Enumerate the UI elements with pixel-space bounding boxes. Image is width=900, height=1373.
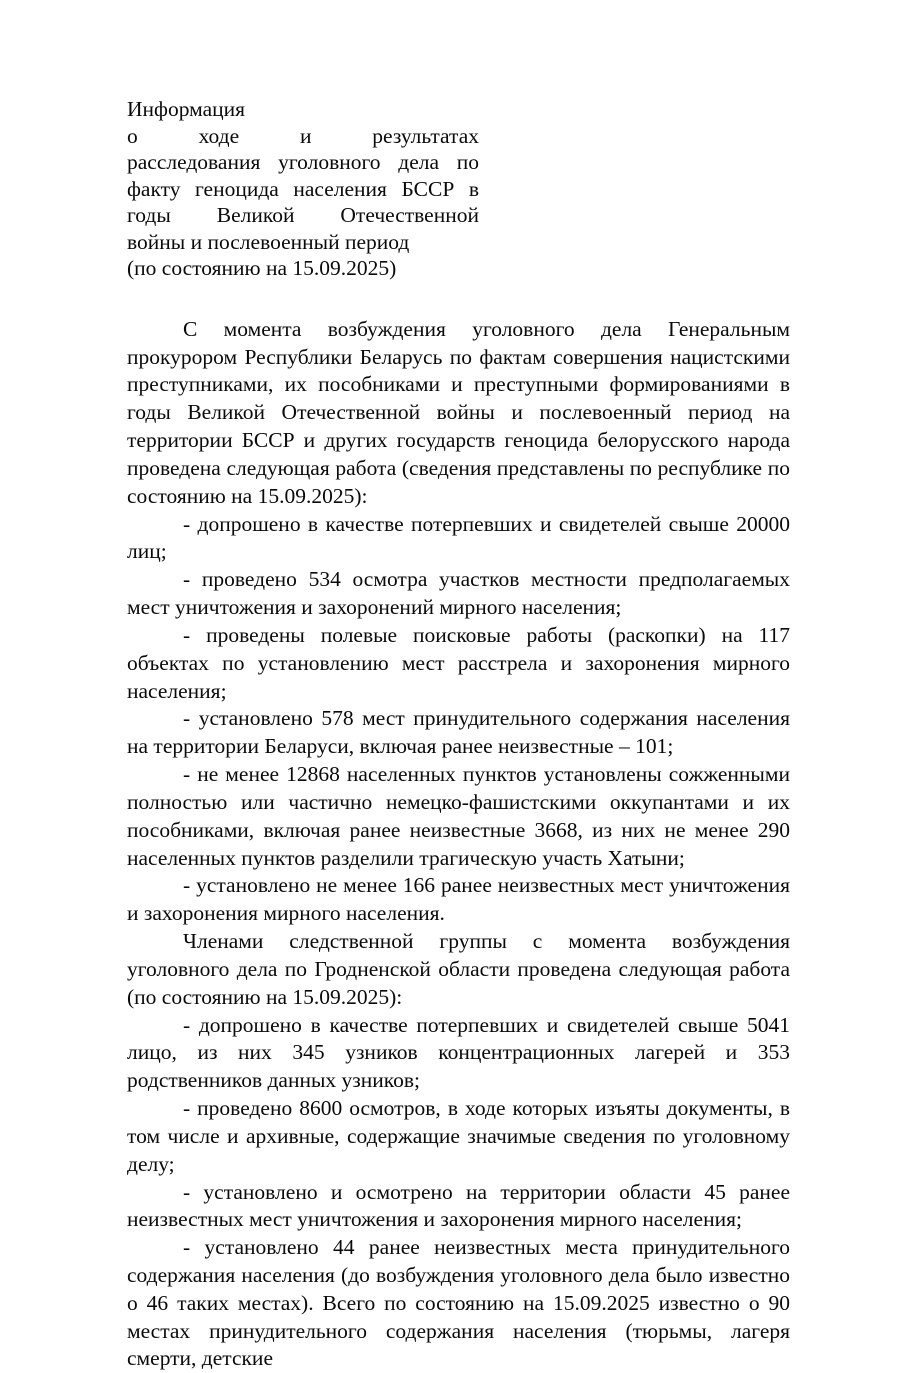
region-intro-paragraph: Членами следственной группы с момента возбуждения уголовного дела по Гродненской области проведена следующая работа (по состоянию на 15.09.2025): [127, 929, 790, 1009]
region-item-3: - установлено и осмотрено на территории области 45 ранее неизвестных мест уничтожения и захоронения мирного населения; [127, 1179, 790, 1232]
title-line-3: расследования уголовного дела по [127, 150, 479, 175]
republic-item-2: - проведено 534 осмотра участков местности предполагаемых мест уничтожения и захоронений мирного населения; [127, 567, 790, 620]
title-line-6: войны и послевоенный период [127, 229, 410, 254]
document-title-block [127, 96, 479, 282]
title-line-5: годы Великой Отечественной [127, 203, 479, 228]
document-body [127, 96, 790, 1373]
title-line-1: Информация [127, 97, 246, 121]
republic-item-3: - проведены полевые поисковые работы (раскопки) на 117 объектах по установлению мест расстрела и захоронения мирного населения; [127, 622, 790, 703]
republic-item-4: - установлено 578 мест принудительного содержания населения на территории Беларуси, включая ранее неизвестные – 101; [127, 706, 790, 759]
title-line-7: (по состоянию на 15.09.2025) [127, 256, 397, 281]
title-line-4: факту геноцида населения БССР в [127, 176, 479, 201]
region-item-4: - установлено 44 ранее неизвестных места принудительного содержания населения (до возбуждения уголовного дела было известно о 46 таких местах). Всего по состоянию на 15.09.2025 известно о 90 местах принудительного содержания населения (тюрьмы, лагеря смерти, детские [127, 1235, 790, 1371]
republic-item-1: - допрошено в качестве потерпевших и свидетелей свыше 20000 лиц; [127, 511, 790, 564]
intro-paragraph: С момента возбуждения уголовного дела Генеральным прокурором Республики Беларусь по фактам совершения нацистскими преступниками, их пособниками и преступными формированиями в годы Великой Отечественной войны и послевоенный период на территории БССР и других государств геноцида белорусского народа проведена следующая работа (сведения представлены по республике по состоянию на 15.09.2025): [127, 316, 790, 508]
republic-item-6: - установлено не менее 166 ранее неизвестных мест уничтожения и захоронения мирного населения. [127, 873, 790, 926]
region-item-2: - проведено 8600 осмотров, в ходе которых изъяты документы, в том числе и архивные, содержащие значимые сведения по уголовному делу; [127, 1096, 790, 1176]
republic-item-5: - не менее 12868 населенных пунктов установлены сожженными полностью или частично немецко-фашистскими оккупантами и их пособниками, включая ранее неизвестные 3668, из них не менее 290 населенных пунктов разделили трагическую участь Хатыни; [127, 762, 790, 870]
region-item-1: - допрошено в качестве потерпевших и свидетелей свыше 5041 лицо, из них 345 узников концентрационных лагерей и 353 родственников данных узников; [127, 1012, 790, 1093]
title-line-2: о ходе и результатах [127, 123, 479, 148]
